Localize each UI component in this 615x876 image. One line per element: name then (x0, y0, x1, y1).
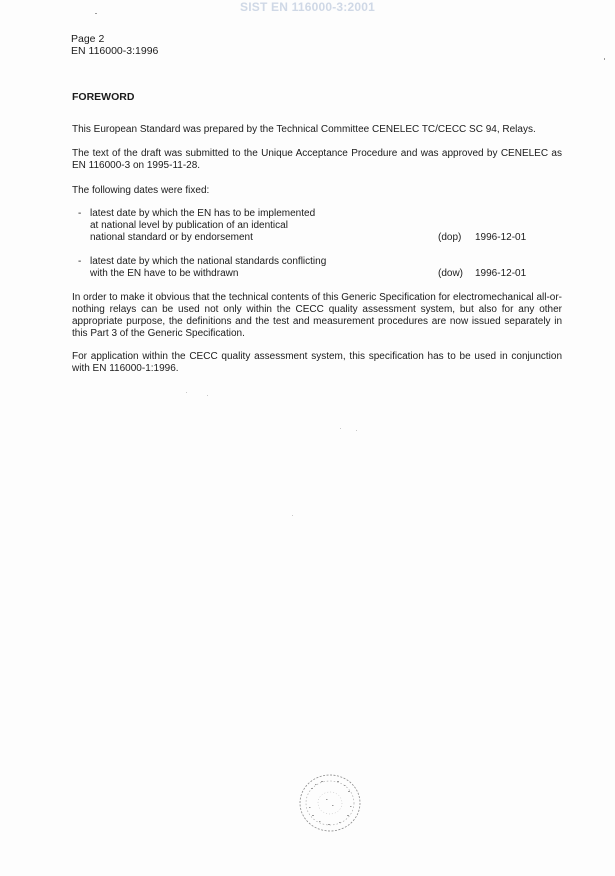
document-id: EN 116000-3:1996 (71, 45, 159, 57)
scan-speck (292, 515, 293, 516)
paragraph-committee: This European Standard was prepared by the Technical Committee CENELEC TC/CECC SC 94, Relays. (72, 124, 536, 135)
date-item-line: national standard or by endorsement (90, 232, 253, 243)
date-value: 1996-12-01 (475, 268, 527, 279)
date-item-dow (78, 256, 562, 280)
watermark: SIST EN 116000-3:2001 (240, 0, 375, 14)
list-dash: - (78, 208, 82, 219)
page-header (71, 33, 158, 57)
date-item-line: with the EN have to be withdrawn (90, 268, 239, 279)
paragraph-dates-intro: The following dates were fixed: (72, 185, 210, 196)
page-number: Page 2 (71, 33, 105, 45)
paragraph-approval: The text of the draft was submitted to the Unique Acceptance Procedure and was approved by CENELEC as EN 116000-3 on 1995-11-28. (72, 148, 562, 171)
date-item-line: at national level by publication of an identical (90, 220, 288, 231)
date-item-line: latest date by which the EN has to be implemented (90, 208, 316, 219)
scan-speck (356, 430, 357, 431)
paragraph-application: For application within the CECC quality assessment system, this specification has to be used in conjunction with EN 116000-1:1996. (72, 351, 562, 374)
date-abbreviation: (dop) (438, 232, 462, 243)
section-heading: FOREWORD (72, 91, 135, 103)
scan-speck (186, 392, 187, 393)
date-item-text (90, 256, 390, 280)
circular-stamp-icon (297, 772, 363, 834)
paragraph-purpose: In order to make it obvious that the technical contents of this Generic Specification for electromechanical all-or-nothing relays can be used not only within the CECC quality assessment system, but also for any other appropriate purpose, the definitions and the test and measurement procedures are now issued separately in this Part 3 of the Generic Specification. (72, 292, 562, 339)
scan-speck (207, 395, 208, 396)
scan-speck (604, 58, 605, 60)
scan-speck (95, 13, 97, 14)
date-item-line: latest date by which the national standards conflicting (90, 256, 327, 267)
list-dash: - (78, 256, 82, 267)
scan-speck (340, 428, 341, 429)
date-item-text (90, 208, 390, 244)
date-item-dop (78, 208, 562, 244)
date-value: 1996-12-01 (475, 232, 527, 243)
date-abbreviation: (dow) (438, 268, 464, 279)
